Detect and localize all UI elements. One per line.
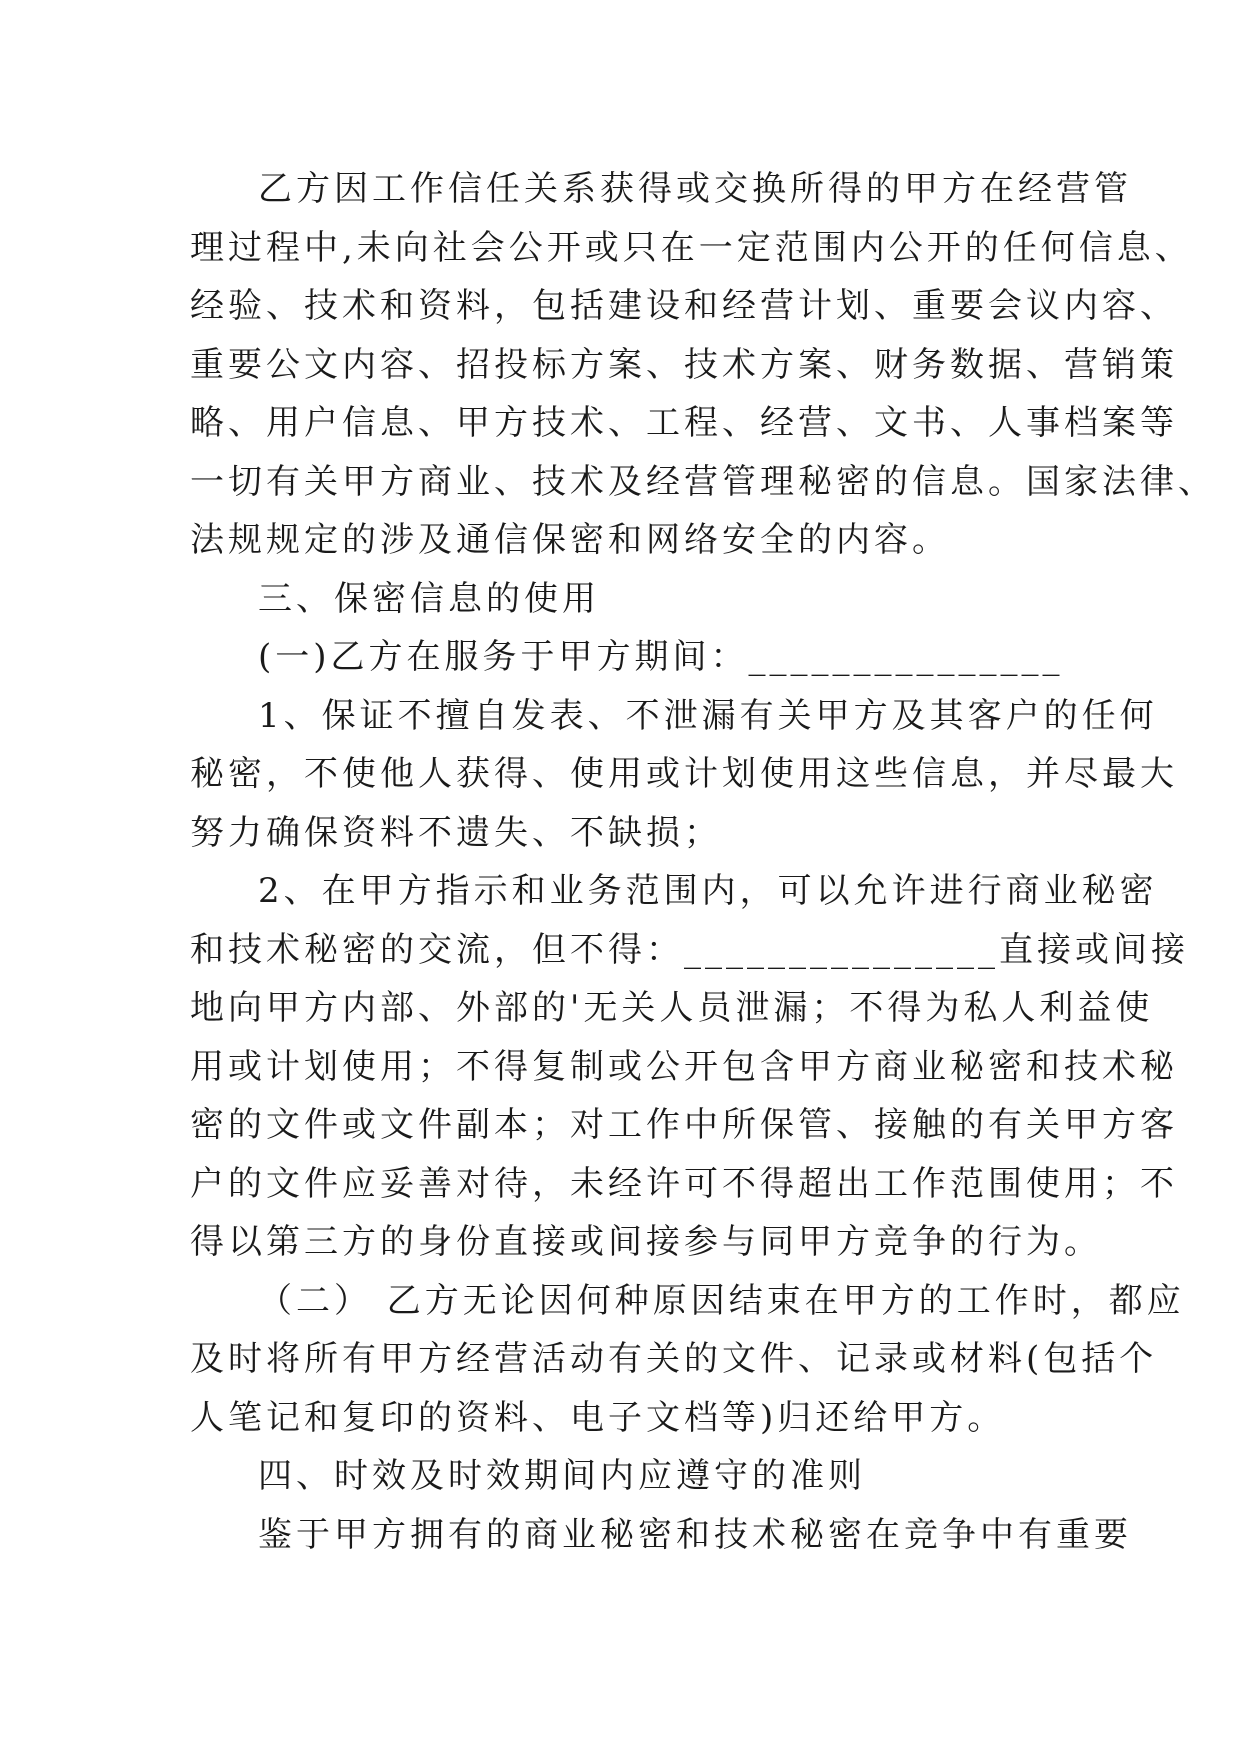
text-line: 法规规定的涉及通信保密和网络安全的内容。 (190, 520, 950, 560)
text-line: 1、保证不擅自发表、不泄漏有关甲方及其客户的任何 (258, 695, 1158, 736)
text-line: 秘密，不使他人获得、使用或计划使用这些信息，并尽最大 (190, 754, 1178, 794)
text-line: 密的文件或文件副本；对工作中所保管、接触的有关甲方客 (190, 1105, 1178, 1145)
document-body (190, 160, 1216, 1564)
text-line: 人笔记和复印的资料、电子文档等)归还给甲方。 (190, 1397, 1006, 1438)
text-line: 理过程中,未向社会公开或只在一定范围内公开的任何信息、 (190, 227, 1193, 268)
text-line: （二） 乙方无论因何种原因结束在甲方的工作时，都应 (258, 1280, 1185, 1321)
text-line: 努力确保资料不遗失、不缺损； (190, 812, 722, 853)
text-line: 地向甲方内部、外部的'无关人员泄漏；不得为私人利益使 (190, 988, 1154, 1028)
text-line: 户的文件应妥善对待，未经许可不得超出工作范围使用；不 (190, 1163, 1178, 1204)
text-line: 一切有关甲方商业、技术及经营管理秘密的信息。国家法律、 (190, 461, 1216, 502)
text-line: (一)乙方在服务于甲方期间：_______________ (258, 637, 1064, 677)
text-line: 2、在甲方指示和业务范围内，可以允许进行商业秘密 (258, 871, 1158, 911)
text-line: 用或计划使用；不得复制或公开包含甲方商业秘密和技术秘 (190, 1046, 1178, 1087)
text-line: 得以第三方的身份直接或间接参与同甲方竞争的行为。 (190, 1222, 1102, 1262)
section-heading: 三、保密信息的使用 (258, 578, 600, 619)
section-heading: 四、时效及时效期间内应遵守的准则 (258, 1456, 866, 1496)
text-line: 和技术秘密的交流，但不得：_______________直接或间接 (190, 929, 1189, 970)
text-line: 经验、技术和资料，包括建设和经营计划、重要会议内容、 (190, 286, 1178, 326)
text-line: 及时将所有甲方经营活动有关的文件、记录或材料(包括个 (190, 1339, 1158, 1379)
text-line: 重要公文内容、招投标方案、技术方案、财务数据、营销策 (190, 344, 1178, 385)
text-line: 乙方因工作信任关系获得或交换所得的甲方在经营管 (258, 169, 1132, 209)
text-line: 略、用户信息、甲方技术、工程、经营、文书、人事档案等 (190, 403, 1178, 443)
text-line: 鉴于甲方拥有的商业秘密和技术秘密在竞争中有重要 (258, 1514, 1132, 1555)
